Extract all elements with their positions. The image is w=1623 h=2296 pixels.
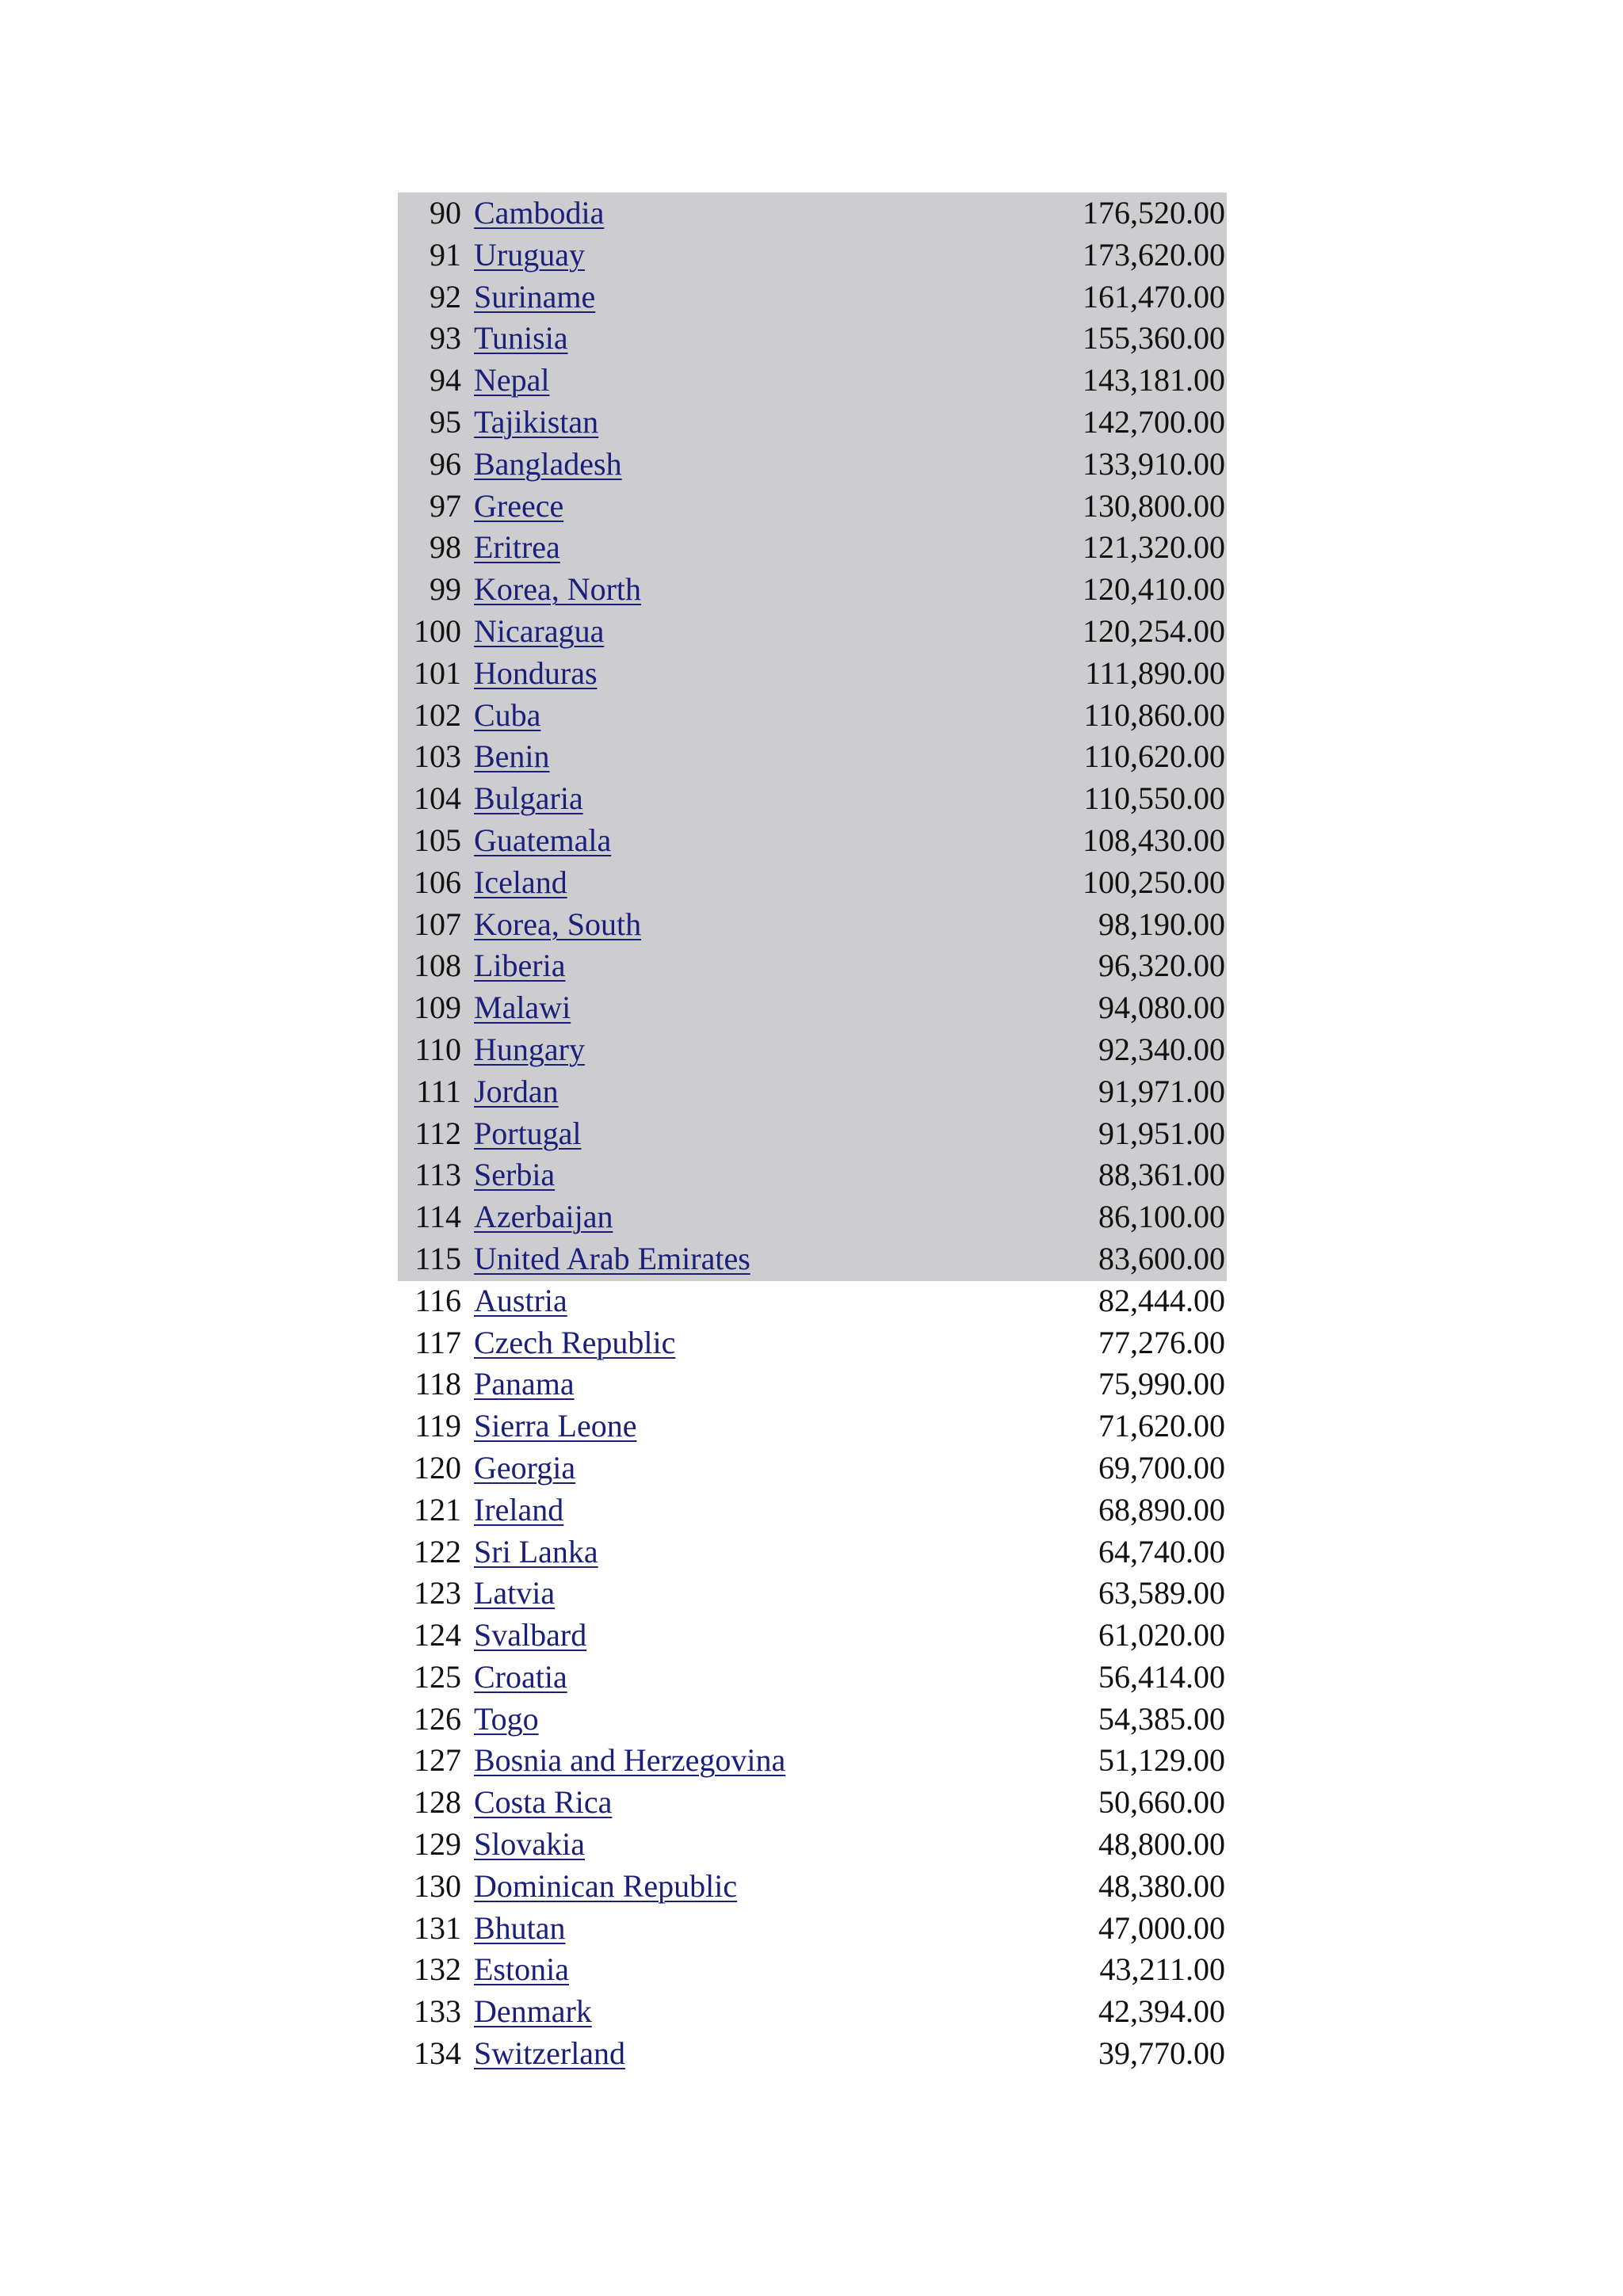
- table-row: [398, 318, 1227, 360]
- value-cell: 173,620.00: [1083, 236, 1225, 273]
- value-cell: 121,320.00: [1083, 529, 1225, 566]
- country-cell: [474, 193, 850, 235]
- rank-cell: 126: [414, 1700, 461, 1737]
- country-cell: [474, 1866, 850, 1908]
- country-link[interactable]: Iceland: [474, 864, 567, 900]
- country-cell: [474, 778, 850, 820]
- table-row: [398, 1949, 1227, 1991]
- value-cell: 161,470.00: [1083, 278, 1225, 315]
- table-body: [398, 193, 1227, 2075]
- table-row: [398, 736, 1227, 778]
- country-link[interactable]: Uruguay: [474, 236, 585, 273]
- rank-cell: 112: [414, 1115, 461, 1151]
- country-cell: [474, 1573, 850, 1615]
- rank-cell: 129: [414, 1826, 461, 1863]
- country-cell: [474, 1280, 850, 1322]
- rank-cell: 117: [414, 1324, 461, 1360]
- value-cell: 69,700.00: [1098, 1449, 1225, 1486]
- value-cell: 48,800.00: [1098, 1826, 1225, 1863]
- country-cell: [474, 2033, 850, 2075]
- table-row: [398, 569, 1227, 611]
- country-cell: [474, 1699, 850, 1741]
- country-cell: [474, 360, 850, 402]
- rank-cell: 121: [414, 1491, 461, 1527]
- table-row: [398, 653, 1227, 695]
- country-link[interactable]: Cambodia: [474, 195, 605, 231]
- table-row: [398, 277, 1227, 318]
- country-link[interactable]: Guatemala: [474, 822, 612, 858]
- table-row: [398, 1029, 1227, 1071]
- country-link[interactable]: Svalbard: [474, 1617, 587, 1653]
- rank-cell: 101: [414, 654, 461, 691]
- country-cell: [474, 1949, 850, 1991]
- rank-cell: 111: [415, 1073, 461, 1109]
- value-cell: 111,890.00: [1084, 654, 1225, 691]
- rank-cell: 106: [414, 864, 461, 900]
- rank-cell: 113: [414, 1157, 461, 1193]
- table-row: [398, 1740, 1227, 1782]
- country-link[interactable]: Benin: [474, 738, 550, 775]
- value-cell: 86,100.00: [1098, 1199, 1225, 1235]
- value-cell: 91,971.00: [1098, 1073, 1225, 1109]
- value-cell: 91,951.00: [1098, 1115, 1225, 1151]
- table-row: [398, 1113, 1227, 1155]
- country-link[interactable]: Bhutan: [474, 1909, 566, 1946]
- table-row: [398, 1866, 1227, 1908]
- table-row: [398, 1531, 1227, 1573]
- country-link[interactable]: Czech Republic: [474, 1324, 676, 1360]
- country-cell: [474, 987, 850, 1029]
- table-row: [398, 1154, 1227, 1196]
- rank-cell: 119: [414, 1408, 461, 1444]
- value-cell: 110,860.00: [1083, 696, 1225, 733]
- table-row: [398, 904, 1227, 946]
- value-cell: 77,276.00: [1098, 1324, 1225, 1360]
- country-link[interactable]: Nepal: [474, 362, 550, 399]
- table-row: [398, 1238, 1227, 1280]
- country-cell: [474, 1740, 850, 1782]
- rank-cell: 115: [414, 1240, 461, 1276]
- country-cell: [474, 736, 850, 778]
- table-row: [398, 695, 1227, 737]
- value-cell: 143,181.00: [1083, 362, 1225, 399]
- country-link[interactable]: Bangladesh: [474, 445, 622, 482]
- value-cell: 39,770.00: [1098, 2035, 1225, 2072]
- rank-cell: 103: [414, 738, 461, 775]
- value-cell: 133,910.00: [1083, 445, 1225, 482]
- country-link[interactable]: Nicaragua: [474, 612, 605, 649]
- value-cell: 120,410.00: [1083, 571, 1225, 608]
- country-link[interactable]: Ireland: [474, 1491, 564, 1527]
- country-link[interactable]: Costa Rica: [474, 1784, 613, 1821]
- country-link[interactable]: Denmark: [474, 1993, 592, 2030]
- country-ranking-table: [398, 193, 1227, 2075]
- country-link[interactable]: Latvia: [474, 1575, 556, 1611]
- country-cell: [474, 1196, 850, 1238]
- country-link[interactable]: Panama: [474, 1366, 575, 1402]
- value-cell: 42,394.00: [1098, 1993, 1225, 2030]
- country-link[interactable]: Bulgaria: [474, 780, 583, 817]
- country-cell: [474, 1363, 850, 1405]
- country-link[interactable]: Tunisia: [474, 320, 568, 357]
- table-row: [398, 444, 1227, 486]
- country-link[interactable]: Bosnia and Herzegovina: [474, 1742, 786, 1779]
- value-cell: 98,190.00: [1098, 906, 1225, 942]
- country-cell: [474, 820, 850, 862]
- country-cell: [474, 653, 850, 695]
- value-cell: 108,430.00: [1083, 822, 1225, 858]
- country-link[interactable]: Sri Lanka: [474, 1533, 598, 1569]
- table-row: [398, 945, 1227, 987]
- country-link[interactable]: Korea, North: [474, 571, 642, 608]
- table-row: [398, 486, 1227, 528]
- rank-cell: 91: [430, 236, 461, 273]
- value-cell: 130,800.00: [1083, 487, 1225, 524]
- table-row: [398, 1615, 1227, 1657]
- table-row: [398, 1405, 1227, 1447]
- rank-cell: 93: [430, 320, 461, 357]
- value-cell: 54,385.00: [1098, 1700, 1225, 1737]
- table-row: [398, 1657, 1227, 1699]
- rank-cell: 100: [414, 612, 461, 649]
- country-link[interactable]: Eritrea: [474, 529, 560, 566]
- country-link[interactable]: Azerbaijan: [474, 1199, 613, 1235]
- country-cell: [474, 1531, 850, 1573]
- country-link[interactable]: Austria: [474, 1282, 567, 1318]
- value-cell: 82,444.00: [1098, 1282, 1225, 1318]
- value-cell: 64,740.00: [1098, 1533, 1225, 1569]
- table-row: [398, 1573, 1227, 1615]
- table-row: [398, 987, 1227, 1029]
- table-row: [398, 1196, 1227, 1238]
- rank-cell: 104: [414, 780, 461, 817]
- country-cell: [474, 318, 850, 360]
- rank-cell: 109: [414, 990, 461, 1026]
- rank-cell: 128: [414, 1784, 461, 1821]
- country-link[interactable]: Georgia: [474, 1449, 576, 1486]
- rank-cell: 127: [414, 1742, 461, 1779]
- country-cell: [474, 1071, 850, 1113]
- country-link[interactable]: Estonia: [474, 1951, 569, 1988]
- table-row: [398, 820, 1227, 862]
- country-link[interactable]: Togo: [474, 1700, 539, 1737]
- table-row: [398, 1280, 1227, 1322]
- country-cell: [474, 1615, 850, 1657]
- rank-cell: 120: [414, 1449, 461, 1486]
- country-link[interactable]: Tajikistan: [474, 403, 599, 440]
- value-cell: 176,520.00: [1083, 195, 1225, 231]
- country-link[interactable]: Slovakia: [474, 1826, 585, 1863]
- country-ranking-table-container: [398, 193, 1227, 2072]
- value-cell: 48,380.00: [1098, 1867, 1225, 1904]
- rank-cell: 114: [414, 1199, 461, 1235]
- table-row: [398, 193, 1227, 235]
- country-cell: [474, 1447, 850, 1489]
- table-row: [398, 1071, 1227, 1113]
- country-cell: [474, 277, 850, 318]
- table-row: [398, 527, 1227, 569]
- rank-cell: 132: [414, 1951, 461, 1988]
- rank-cell: 96: [430, 445, 461, 482]
- value-cell: 96,320.00: [1098, 948, 1225, 984]
- country-cell: [474, 235, 850, 277]
- country-link[interactable]: Cuba: [474, 696, 541, 733]
- rank-cell: 94: [430, 362, 461, 399]
- country-link[interactable]: Croatia: [474, 1658, 567, 1695]
- table-row: [398, 1322, 1227, 1364]
- table-row: [398, 360, 1227, 402]
- rank-cell: 122: [414, 1533, 461, 1569]
- value-cell: 94,080.00: [1098, 990, 1225, 1026]
- value-cell: 50,660.00: [1098, 1784, 1225, 1821]
- country-cell: [474, 1824, 850, 1866]
- country-link[interactable]: Liberia: [474, 948, 566, 984]
- table-row: [398, 2033, 1227, 2075]
- country-cell: [474, 1238, 850, 1280]
- country-cell: [474, 527, 850, 569]
- rank-cell: 123: [414, 1575, 461, 1611]
- table-row: [398, 1991, 1227, 2033]
- country-cell: [474, 1908, 850, 1950]
- country-cell: [474, 695, 850, 737]
- table-row: [398, 1447, 1227, 1489]
- rank-cell: 124: [414, 1617, 461, 1653]
- value-cell: 63,589.00: [1098, 1575, 1225, 1611]
- table-row: [398, 1699, 1227, 1741]
- value-cell: 75,990.00: [1098, 1366, 1225, 1402]
- country-link[interactable]: Honduras: [474, 654, 598, 691]
- rank-cell: 130: [414, 1867, 461, 1904]
- value-cell: 83,600.00: [1098, 1240, 1225, 1276]
- country-cell: [474, 611, 850, 653]
- country-cell: [474, 569, 850, 611]
- rank-cell: 118: [414, 1366, 461, 1402]
- table-row: [398, 402, 1227, 444]
- value-cell: 68,890.00: [1098, 1491, 1225, 1527]
- table-row: [398, 862, 1227, 904]
- value-cell: 51,129.00: [1098, 1742, 1225, 1779]
- country-link[interactable]: Dominican Republic: [474, 1867, 738, 1904]
- country-cell: [474, 904, 850, 946]
- value-cell: 56,414.00: [1098, 1658, 1225, 1695]
- country-cell: [474, 486, 850, 528]
- table-row: [398, 1824, 1227, 1866]
- value-cell: 47,000.00: [1098, 1909, 1225, 1946]
- country-cell: [474, 1405, 850, 1447]
- rank-cell: 105: [414, 822, 461, 858]
- rank-cell: 131: [414, 1909, 461, 1946]
- country-link[interactable]: Jordan: [474, 1073, 559, 1109]
- country-cell: [474, 444, 850, 486]
- rank-cell: 99: [430, 571, 461, 608]
- table-row: [398, 1782, 1227, 1824]
- value-cell: 100,250.00: [1083, 864, 1225, 900]
- country-cell: [474, 402, 850, 444]
- table-row: [398, 1363, 1227, 1405]
- value-cell: 142,700.00: [1083, 403, 1225, 440]
- value-cell: 43,211.00: [1099, 1951, 1225, 1988]
- value-cell: 92,340.00: [1098, 1031, 1225, 1067]
- rank-cell: 92: [430, 278, 461, 315]
- rank-cell: 95: [430, 403, 461, 440]
- value-cell: 61,020.00: [1098, 1617, 1225, 1653]
- country-cell: [474, 862, 850, 904]
- value-cell: 110,620.00: [1083, 738, 1225, 775]
- rank-cell: 133: [414, 1993, 461, 2030]
- country-cell: [474, 1991, 850, 2033]
- country-cell: [474, 1489, 850, 1531]
- value-cell: 71,620.00: [1098, 1408, 1225, 1444]
- table-row: [398, 778, 1227, 820]
- rank-cell: 108: [414, 948, 461, 984]
- country-cell: [474, 1154, 850, 1196]
- country-link[interactable]: United Arab Emirates: [474, 1240, 750, 1276]
- country-link[interactable]: Suriname: [474, 278, 596, 315]
- rank-cell: 97: [430, 487, 461, 524]
- country-cell: [474, 1113, 850, 1155]
- rank-cell: 90: [430, 195, 461, 231]
- value-cell: 120,254.00: [1083, 612, 1225, 649]
- table-row: [398, 235, 1227, 277]
- rank-cell: 110: [414, 1031, 461, 1067]
- rank-cell: 125: [414, 1658, 461, 1695]
- country-cell: [474, 1782, 850, 1824]
- country-link[interactable]: Hungary: [474, 1031, 585, 1067]
- rank-cell: 98: [430, 529, 461, 566]
- country-cell: [474, 1322, 850, 1364]
- country-link[interactable]: Serbia: [474, 1157, 556, 1193]
- value-cell: 155,360.00: [1083, 320, 1225, 357]
- country-link[interactable]: Greece: [474, 487, 564, 524]
- rank-cell: 116: [414, 1282, 461, 1318]
- rank-cell: 107: [414, 906, 461, 942]
- value-cell: 88,361.00: [1098, 1157, 1225, 1193]
- value-cell: 110,550.00: [1083, 780, 1225, 817]
- country-link[interactable]: Portugal: [474, 1115, 582, 1151]
- country-cell: [474, 1657, 850, 1699]
- table-row: [398, 1489, 1227, 1531]
- country-link[interactable]: Sierra Leone: [474, 1408, 637, 1444]
- rank-cell: 102: [414, 696, 461, 733]
- table-row: [398, 1908, 1227, 1950]
- table-row: [398, 611, 1227, 653]
- rank-cell: 134: [414, 2035, 461, 2072]
- country-link[interactable]: Switzerland: [474, 2035, 626, 2072]
- country-cell: [474, 1029, 850, 1071]
- country-link[interactable]: Malawi: [474, 990, 571, 1026]
- country-cell: [474, 945, 850, 987]
- country-link[interactable]: Korea, South: [474, 906, 642, 942]
